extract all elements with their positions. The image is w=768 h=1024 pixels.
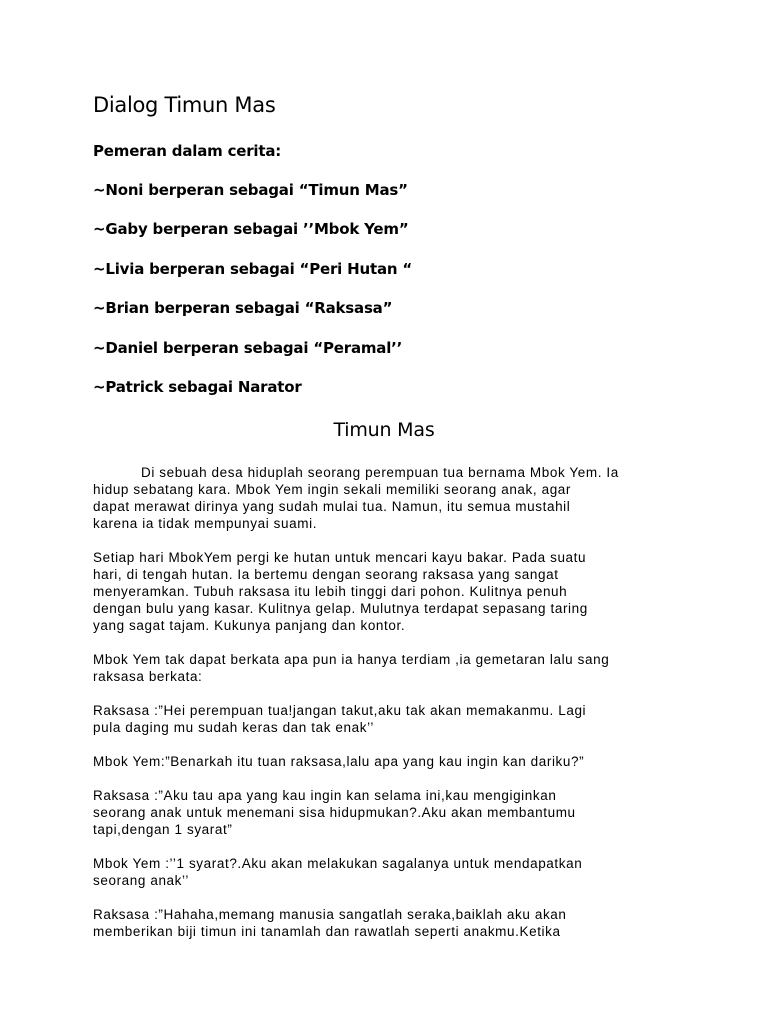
cast-item-patrick: ~Patrick sebagai Narator xyxy=(93,378,302,396)
story-body xyxy=(93,464,683,957)
document-title: Dialog Timun Mas xyxy=(93,93,276,117)
dialog-line-mbok-yem: Mbok Yem :’’1 syarat?.Aku akan melakukan sagalanya untuk mendapatkan seorang anak’’ xyxy=(93,856,583,888)
dialog-line-raksasa: Raksasa :”Hei perempuan tua!jangan takut,aku tak akan memakanmu. Lagi pula daging mu sudah keras dan tak enak’’ xyxy=(93,703,587,735)
dialog-line-mbok-yem: Mbok Yem:”Benarkah itu tuan raksasa,lalu apa yang kau ingin kan dariku?” xyxy=(93,754,585,769)
dialog-line-raksasa: Raksasa :”Aku tau apa yang kau ingin kan selama ini,kau mengiginkan seorang anak untuk menemani sisa hidupmukan?.Aku akan membantumu tapi,dengan 1 syarat” xyxy=(93,788,576,837)
story-title: Timun Mas xyxy=(333,419,435,441)
cast-item-daniel: ~Daniel berperan sebagai “Peramal’’ xyxy=(93,339,403,357)
cast-item-livia: ~Livia berperan sebagai “Peri Hutan “ xyxy=(93,260,413,278)
cast-item-noni: ~Noni berperan sebagai “Timun Mas” xyxy=(93,181,408,199)
cast-item-gaby: ~Gaby berperan sebagai ’’Mbok Yem” xyxy=(93,220,409,238)
cast-heading: Pemeran dalam cerita: xyxy=(93,142,282,160)
story-paragraph: Mbok Yem tak dapat berkata apa pun ia hanya terdiam ,ia gemetaran lalu sang raksasa berkata: xyxy=(93,652,610,684)
dialog-line-raksasa: Raksasa :”Hahaha,memang manusia sangatlah seraka,baiklah aku akan memberikan biji timun ini tanamlah dan rawatlah seperti anakmu.Ketika xyxy=(93,907,567,939)
cast-item-brian: ~Brian berperan sebagai “Raksasa” xyxy=(93,299,393,317)
story-paragraph: Di sebuah desa hiduplah seorang perempuan tua bernama Mbok Yem. Ia hidup sebatang kara. Mbok Yem ingin sekali memiliki seorang anak, agar dapat merawat dirinya yang sudah mulai tua. Namun, itu semua mustahil karena ia tidak mempunyai suami. xyxy=(93,465,619,531)
story-paragraph: Setiap hari MbokYem pergi ke hutan untuk mencari kayu bakar. Pada suatu hari, di tengah hutan. Ia bertemu dengan seorang raksasa yang sangat menyeramkan. Tubuh raksasa itu lebih tinggi dari pohon. Kulitnya penuh dengan bulu yang kasar. Kulitnya gelap. Mulutnya terdapat sepasang taring yang sagat tajam. Kukunya panjang dan kontor. xyxy=(93,550,588,633)
